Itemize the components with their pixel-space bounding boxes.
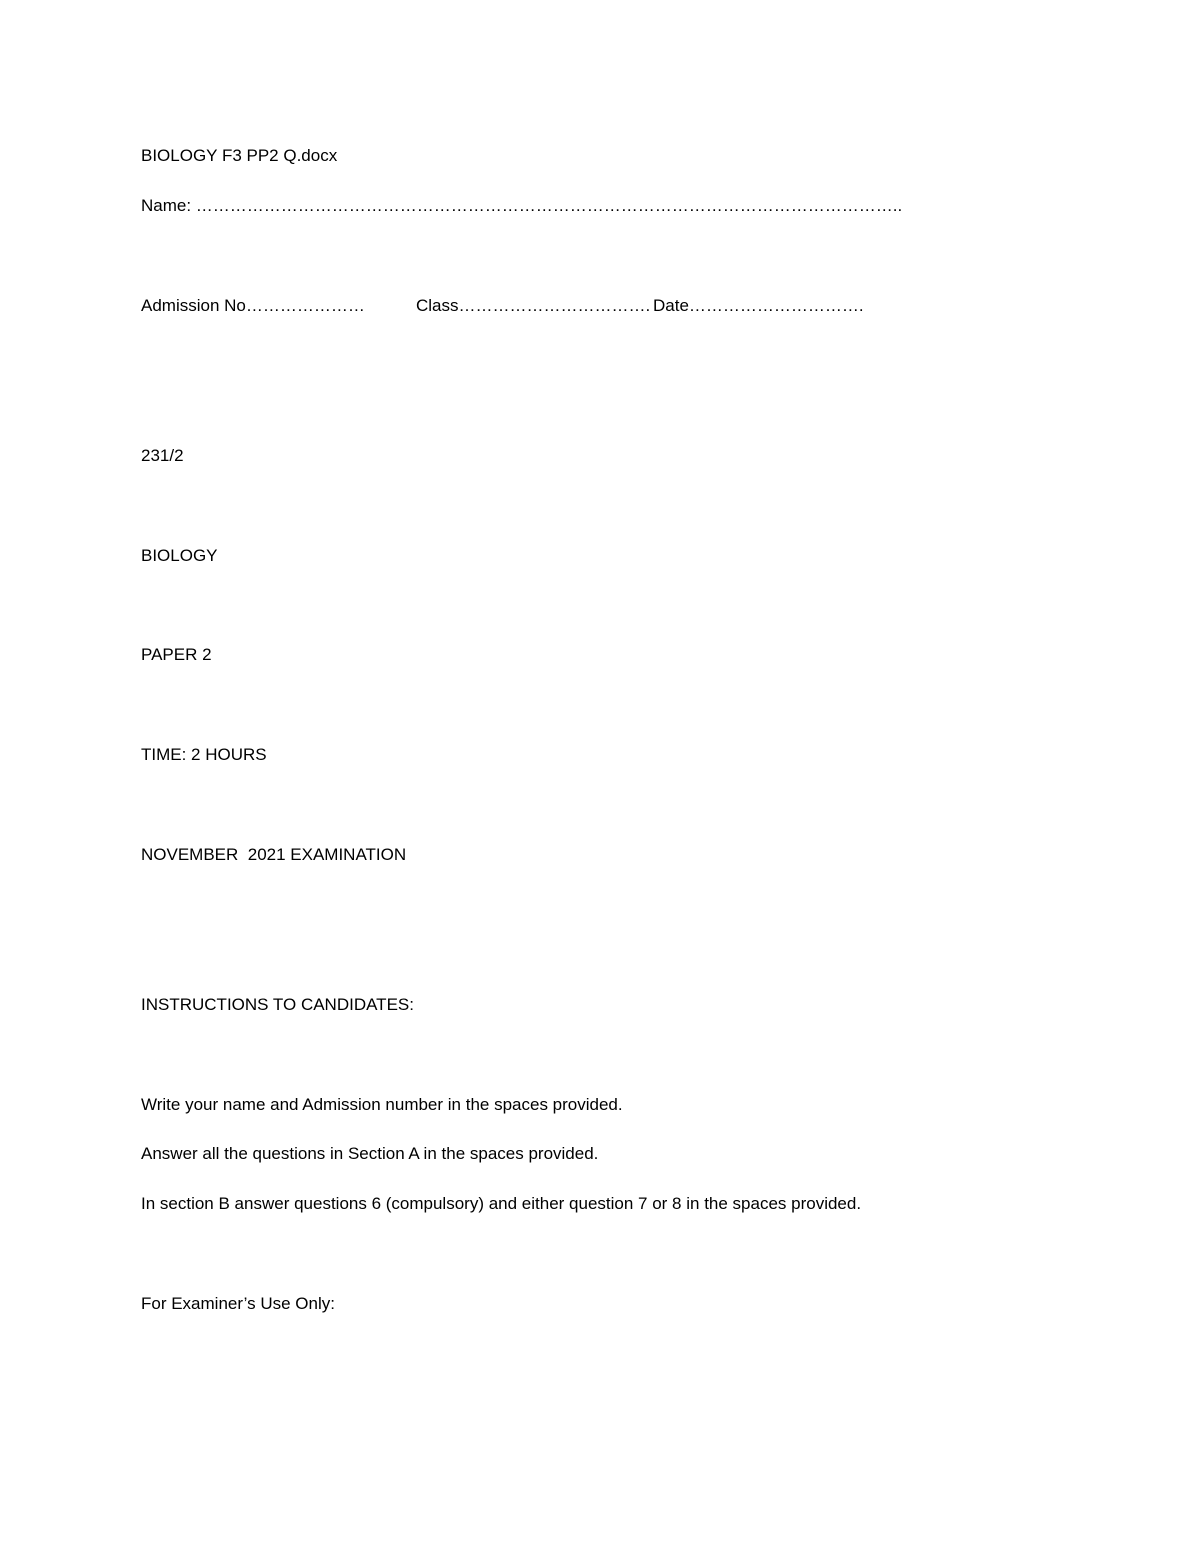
paper-number: PAPER 2 bbox=[141, 645, 212, 664]
time-allowed: TIME: 2 HOURS bbox=[141, 745, 267, 764]
instruction-item: In section B answer questions 6 (compulsory) and either question 7 or 8 in the spaces provided. bbox=[141, 1194, 862, 1213]
subject-title: BIOLOGY bbox=[141, 546, 218, 565]
exam-title: NOVEMBER 2021 EXAMINATION bbox=[141, 845, 407, 864]
class-field: Class……………………………. bbox=[416, 296, 651, 315]
document-filename: BIOLOGY F3 PP2 Q.docx bbox=[141, 146, 338, 165]
date-field: Date…………………………. bbox=[653, 296, 864, 315]
instructions-heading: INSTRUCTIONS TO CANDIDATES: bbox=[141, 995, 414, 1014]
paper-code: 231/2 bbox=[141, 446, 184, 465]
instruction-item: Answer all the questions in Section A in the spaces provided. bbox=[141, 1144, 599, 1163]
admission-number-field: Admission No………………… bbox=[141, 296, 365, 315]
name-field: Name: …………………………………………………………………………………………………………….. bbox=[141, 196, 903, 215]
instruction-item: Write your name and Admission number in the spaces provided. bbox=[141, 1095, 623, 1114]
examiner-use-heading: For Examiner’s Use Only: bbox=[141, 1294, 335, 1313]
